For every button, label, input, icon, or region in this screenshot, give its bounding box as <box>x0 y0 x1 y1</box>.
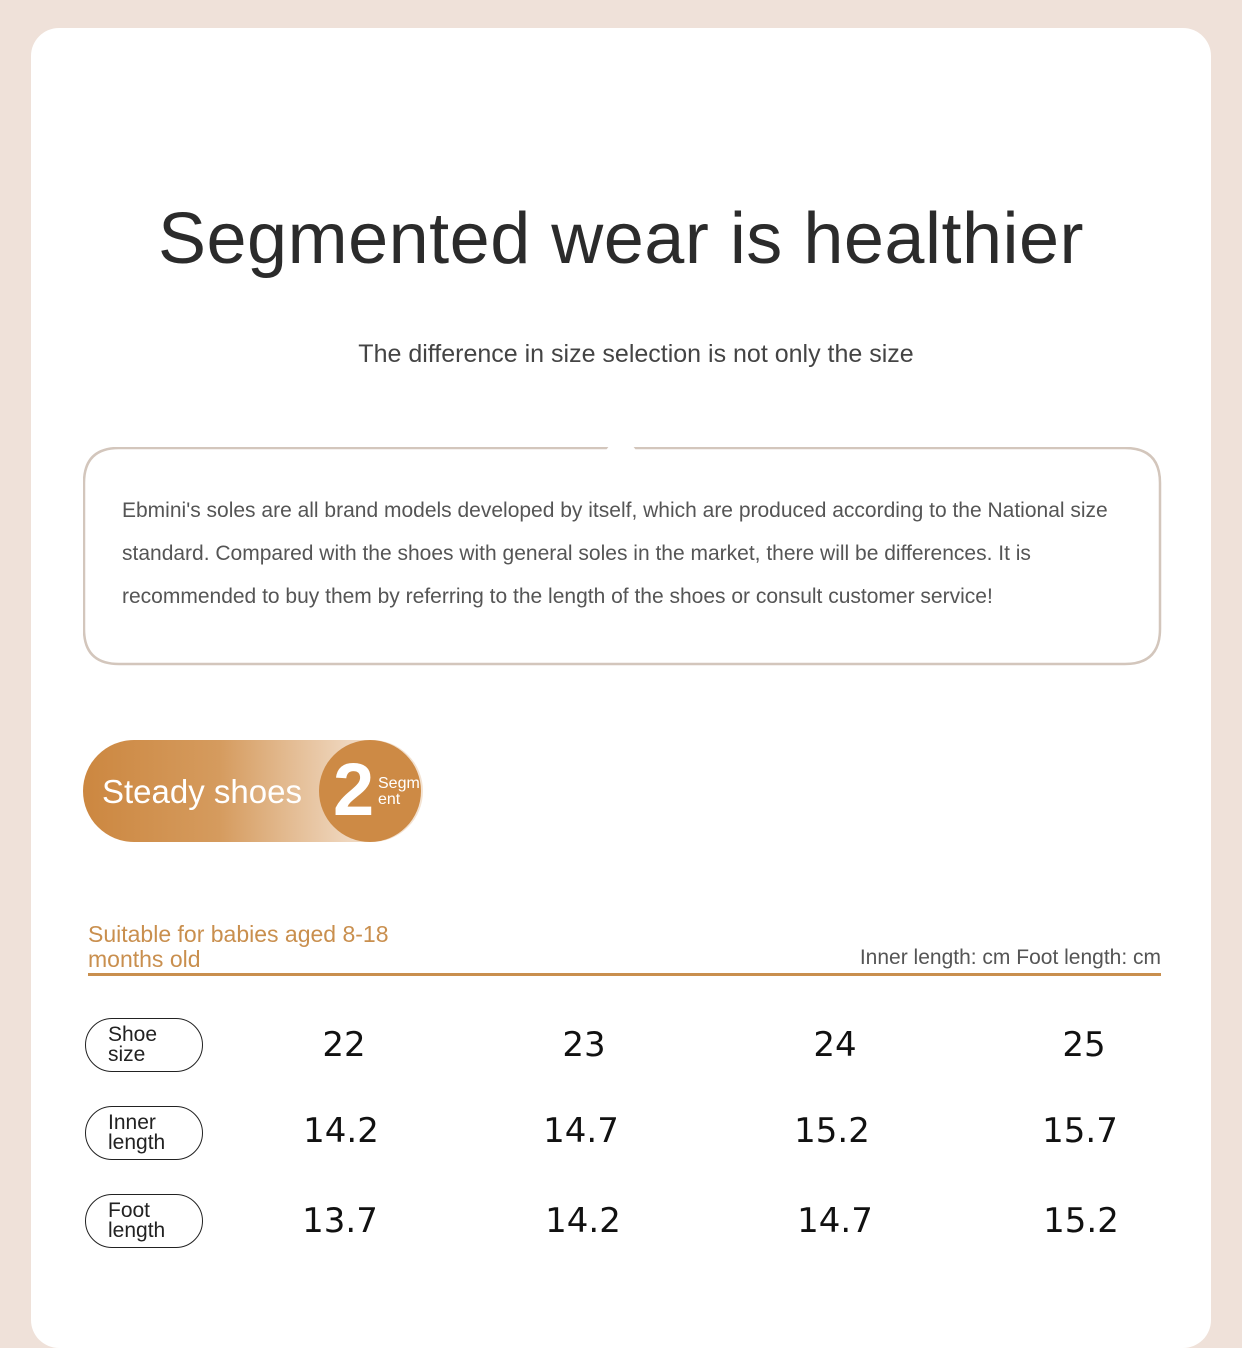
table-cell: 14.2 <box>545 1201 621 1241</box>
table-cell: 22 <box>322 1025 366 1065</box>
table-cell: 15.2 <box>794 1111 870 1151</box>
page-subtitle: The difference in size selection is not only the size <box>358 340 914 368</box>
row-label-foot-length <box>85 1194 203 1248</box>
row-label-text: Inner length <box>108 1111 166 1154</box>
row-label-text: Shoe size <box>108 1023 158 1066</box>
table-cell: 15.2 <box>1043 1201 1119 1241</box>
table-cell: 14.7 <box>543 1111 619 1151</box>
row-label-text: Foot length <box>108 1199 166 1242</box>
table-cell: 14.2 <box>303 1111 379 1151</box>
table-cell: 13.7 <box>302 1201 378 1241</box>
table-cell: 24 <box>813 1025 857 1065</box>
notice-bubble <box>83 447 1163 667</box>
badge-circle <box>319 740 421 842</box>
steady-shoes-badge <box>83 740 423 842</box>
table-cell: 14.7 <box>797 1201 873 1241</box>
table-cell: 15.7 <box>1042 1111 1118 1151</box>
badge-number: 2 <box>333 748 375 831</box>
notice-text: Ebmini's soles are all brand models developed by itself, which are produced according to the National size standard. Compared with the shoes with general soles in the market, there will be differences. It is recommended to buy them by referring to the length of the shoes or consult customer service! <box>122 499 1108 608</box>
units-note: Inner length: cm Foot length: cm <box>859 946 1161 969</box>
content-card <box>31 28 1211 1348</box>
page-title: Segmented wear is healthier <box>157 199 1084 279</box>
badge-suffix: Segment <box>378 775 420 808</box>
table-cell: 25 <box>1062 1025 1106 1065</box>
badge-label: Steady shoes <box>102 773 302 810</box>
row-label-inner-length <box>85 1106 203 1160</box>
age-note: Suitable for babies aged 8-18 months old <box>88 921 389 972</box>
table-cell: 23 <box>562 1025 606 1065</box>
row-label-shoe-size <box>85 1018 203 1072</box>
accent-divider <box>88 973 1161 976</box>
